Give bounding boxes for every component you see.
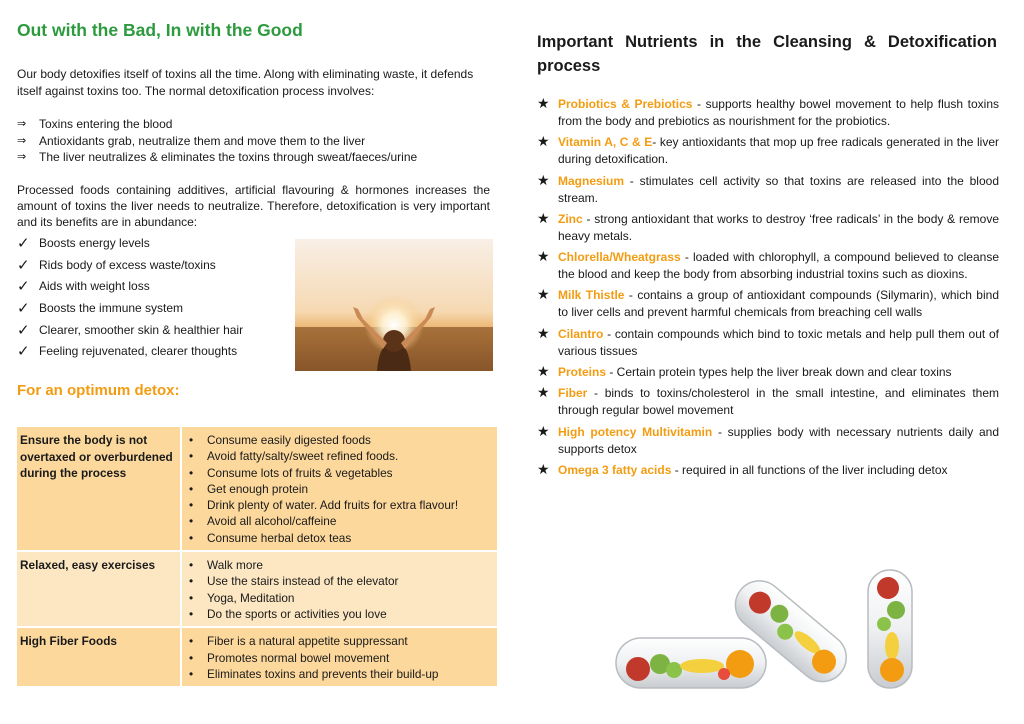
bullet-icon: • — [189, 530, 194, 545]
checkmark-icon: ✓ — [17, 343, 30, 361]
nutrient-name: Chlorella/Wheatgrass — [558, 250, 681, 265]
nutrients-list — [537, 96, 999, 483]
star-icon: ★ — [537, 324, 550, 341]
nutrient-name: Omega 3 fatty acids — [558, 462, 672, 477]
table-row — [17, 627, 497, 687]
row-label: Ensure the body is not overtaxed or overburdened during the process — [17, 427, 181, 551]
list-item: • Walk more — [185, 557, 494, 573]
nutrient-desc: - key antioxidants that mop up free radicals generated in the liver during detoxification. — [558, 135, 999, 167]
capsule-horizontal — [616, 638, 766, 688]
arrow-icon: ⇒ — [17, 134, 27, 147]
sunrise-photo — [295, 239, 493, 371]
bullet-icon: • — [189, 666, 194, 681]
row-items — [181, 427, 497, 551]
star-icon: ★ — [537, 209, 550, 226]
right-title: Important Nutrients in the Cleansing & Detoxification process — [537, 33, 997, 75]
left-title: Out with the Bad, In with the Good — [17, 20, 303, 40]
table-row — [17, 551, 497, 627]
list-item: • Fiber is a natural appetite suppressant — [185, 633, 494, 649]
capsule-vertical — [868, 570, 912, 688]
nutrient-name: Fiber — [558, 386, 588, 401]
table-row — [17, 427, 497, 551]
list-item — [537, 211, 999, 245]
list-item: ⇒ Antioxidants grab, neutralize them and move them to the liver — [17, 133, 366, 148]
process-list — [17, 116, 417, 166]
list-item: ✓ Clearer, smoother skin & healthier hair — [17, 321, 244, 339]
nutrient-name: Milk Thistle — [558, 288, 625, 303]
list-item — [537, 173, 999, 207]
list-item: • Yoga, Meditation — [185, 590, 494, 606]
list-item: • Consume easily digested foods — [185, 432, 494, 448]
checkmark-icon: ✓ — [17, 321, 30, 339]
list-item: • Get enough protein — [185, 481, 494, 497]
star-icon: ★ — [537, 422, 550, 439]
intro-paragraph: Our body detoxifies itself of toxins all the time. Along with eliminating waste, it defends itself against toxins too. The normal detoxification process involves: — [17, 67, 474, 98]
list-item: • Drink plenty of water. Add fruits for extra flavour! — [185, 497, 494, 513]
list-item — [537, 134, 999, 168]
nutrient-desc: - supports healthy bowel movement to help flush toxins from the body and prebiotics as nourishment for the probiotics. — [558, 97, 999, 128]
nutrient-name: Magnesium — [558, 173, 625, 188]
row-items — [181, 627, 497, 687]
nutrient-desc: - required in all functions of the liver including detox — [671, 462, 948, 477]
nutrient-desc: - contains a group of antioxidant compounds (Silymarin), which bind to liver cells and prevent harmful chemicals from breaching cell walls — [558, 288, 999, 320]
nutrient-name: Vitamin A, C & E — [558, 135, 653, 150]
bullet-icon: • — [189, 433, 194, 447]
list-item — [537, 249, 999, 283]
nutrient-desc: - loaded with chlorophyll, a compound believed to cleanse the blood and keep the body from absorbing industrial toxins such as dioxins. — [558, 250, 999, 282]
star-icon: ★ — [537, 171, 550, 188]
star-icon: ★ — [537, 95, 550, 111]
nutrient-desc: - binds to toxins/cholesterol in the small intestine, and eliminates them through regular bowel movement — [558, 386, 999, 418]
bullet-icon: • — [189, 606, 194, 621]
checkmark-icon: ✓ — [17, 278, 30, 296]
bullet-icon: • — [189, 650, 194, 665]
nutrient-name: High potency Multivitamin — [558, 424, 713, 439]
list-item — [537, 385, 999, 419]
bullet-icon: • — [189, 514, 194, 529]
bullet-icon: • — [189, 465, 194, 480]
list-item — [537, 424, 999, 458]
list-item — [537, 96, 999, 130]
processed-foods-paragraph: Processed foods containing additives, artificial flavouring & hormones increases the amount of toxins the liver needs to neutralize. Therefore, detoxification is very important and its benefits are in abundance: — [17, 183, 490, 229]
list-item: ⇒ The liver neutralizes & eliminates the toxins through sweat/faeces/urine — [17, 150, 418, 164]
list-item: • Use the stairs instead of the elevator — [185, 573, 494, 589]
arrow-icon: ⇒ — [17, 151, 27, 163]
list-item: • Promotes normal bowel movement — [185, 650, 494, 666]
nutrient-desc: - Certain protein types help the liver break down and clear toxins — [606, 365, 952, 380]
detox-heading: For an optimum detox: — [17, 382, 180, 399]
nutrient-name: Cilantro — [558, 326, 604, 341]
list-item: • Consume lots of fruits & vegetables — [185, 465, 494, 481]
bullet-icon: • — [189, 481, 194, 496]
list-item — [537, 364, 999, 381]
list-item: • Do the sports or activities you love — [185, 606, 494, 622]
bullet-icon: • — [189, 574, 194, 589]
list-item: ✓ Boosts the immune system — [17, 299, 184, 317]
row-items — [181, 551, 497, 627]
sunrise-illustration — [295, 239, 493, 371]
checkmark-icon: ✓ — [17, 299, 30, 317]
row-label: High Fiber Foods — [17, 627, 181, 687]
nutrient-desc: - strong antioxidant that works to destroy ‘free radicals’ in the body & remove heavy metals. — [558, 211, 999, 243]
nutrient-name: Probiotics & Prebiotics — [558, 97, 693, 111]
bullet-icon: • — [189, 449, 194, 464]
benefits-list — [17, 232, 243, 362]
bullet-icon: • — [189, 558, 194, 573]
list-item: • Avoid fatty/salty/sweet refined foods. — [185, 448, 494, 464]
nutrient-desc: - stimulates cell activity so that toxins are released into the blood stream. — [558, 173, 999, 205]
list-item — [537, 326, 999, 360]
list-item: • Consume herbal detox teas — [185, 530, 494, 546]
nutrient-name: Proteins — [558, 365, 607, 380]
bullet-icon: • — [189, 634, 194, 649]
star-icon: ★ — [537, 363, 550, 380]
checkmark-icon: ✓ — [17, 234, 30, 252]
checkmark-icon: ✓ — [17, 256, 30, 274]
list-item: • Eliminates toxins and prevents their build-up — [185, 666, 494, 682]
row-label: Relaxed, easy exercises — [17, 551, 181, 627]
star-icon: ★ — [537, 133, 550, 150]
list-item: ⇒ Toxins entering the blood — [17, 117, 173, 131]
star-icon: ★ — [537, 286, 550, 303]
bullet-icon: • — [189, 590, 194, 605]
list-item: ✓ Feeling rejuvenated, clearer thoughts — [17, 343, 238, 361]
nutrient-name: Zinc — [558, 211, 583, 226]
list-item: ✓ Boosts energy levels — [17, 234, 150, 252]
list-item — [537, 287, 999, 321]
bullet-icon: • — [189, 498, 194, 513]
list-item: • Avoid all alcohol/caffeine — [185, 513, 494, 529]
fruit-capsules-illustration — [612, 566, 922, 691]
star-icon: ★ — [537, 248, 550, 265]
list-item — [537, 462, 999, 479]
arrow-icon: ⇒ — [17, 118, 27, 130]
nutrient-desc: - contain compounds which bind to toxic metals and help pull them out of various tissues — [558, 326, 999, 358]
detox-table — [17, 427, 497, 688]
list-item: ✓ Aids with weight loss — [17, 278, 150, 296]
list-item: ✓ Rids body of excess waste/toxins — [17, 256, 216, 274]
star-icon: ★ — [537, 460, 550, 477]
nutrient-desc: - supplies body with necessary nutrients daily and supports detox — [558, 424, 999, 456]
star-icon: ★ — [537, 384, 550, 401]
